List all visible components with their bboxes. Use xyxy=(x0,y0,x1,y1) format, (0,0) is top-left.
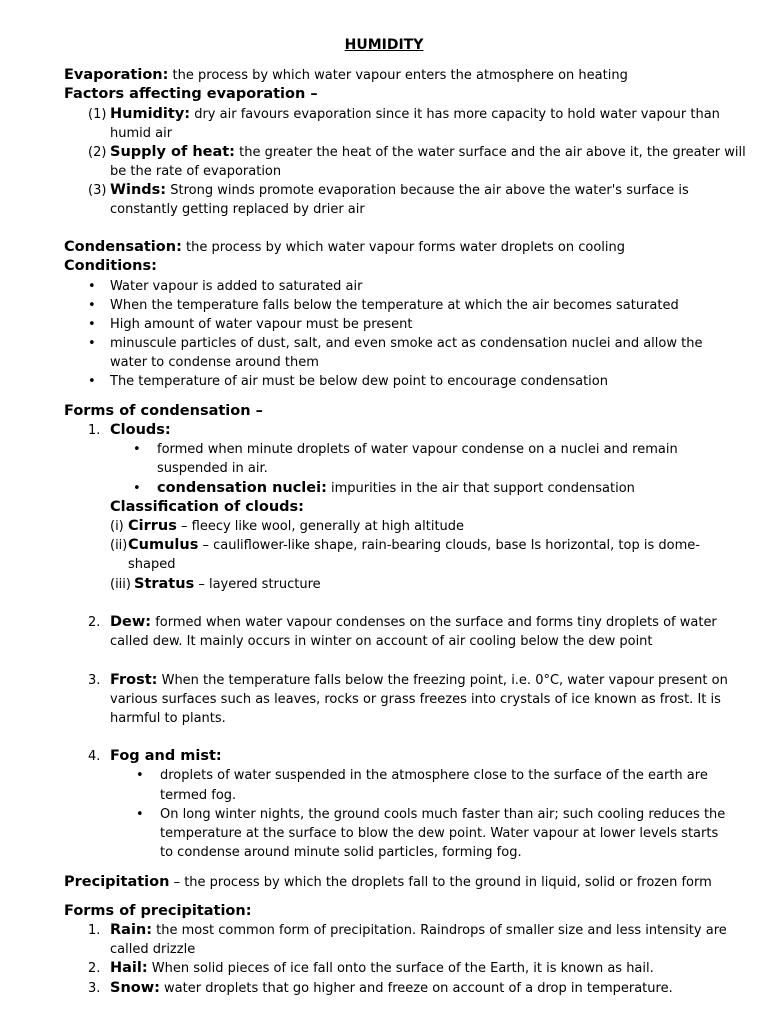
frost-definition: Frost: When the temperature falls below the freezing point, i.e. 0°C, water vapour present on xyxy=(110,672,728,688)
bullet-icon: • xyxy=(88,279,96,294)
condition-item: When the temperature falls below the temperature at which the air becomes saturated xyxy=(110,298,679,313)
list-number: 1. xyxy=(88,923,101,938)
rain-definition: Rain: the most common form of precipitation. Raindrops of smaller size and less intensity are xyxy=(110,922,727,938)
factor-humidity-cont: humid air xyxy=(110,126,173,141)
bullet-icon: • xyxy=(136,768,144,783)
list-number: 2. xyxy=(88,961,101,976)
fog-bullet-cont: termed fog. xyxy=(160,788,237,803)
list-number: 2. xyxy=(88,615,101,630)
bullet-icon: • xyxy=(88,336,96,351)
fog-bullet: On long winter nights, the ground cools much faster than air; such cooling reduces the xyxy=(160,807,726,822)
bullet-icon: • xyxy=(88,298,96,313)
frost-definition-cont: various surfaces such as leaves, rocks or grass freezes into crystals of ice known as frost. It is xyxy=(110,692,721,707)
clouds-heading: Clouds: xyxy=(110,422,171,438)
conditions-heading: Conditions: xyxy=(64,258,157,274)
cloud-type-cirrus: Cirrus – fleecy like wool, generally at high altitude xyxy=(128,518,465,534)
cloud-type-number: (i) xyxy=(110,519,124,534)
factor-number: (2) xyxy=(88,145,107,160)
factor-heat-cont: be the rate of evaporation xyxy=(110,164,282,179)
list-number: 1. xyxy=(88,423,101,438)
fog-bullet: droplets of water suspended in the atmosphere close to the surface of the earth are xyxy=(160,768,708,783)
rain-definition-cont: called drizzle xyxy=(110,942,196,957)
condition-item: The temperature of air must be below dew point to encourage condensation xyxy=(110,374,608,389)
fog-bullet-cont: temperature at the surface to blow the dew point. Water vapour at lower levels starts xyxy=(160,826,719,841)
condition-item: High amount of water vapour must be present xyxy=(110,317,413,332)
factor-number: (1) xyxy=(88,107,107,122)
condition-item-cont: water to condense around them xyxy=(110,355,319,370)
evaporation-definition: Evaporation: the process by which water vapour enters the atmosphere on heating xyxy=(64,67,628,83)
dew-definition-cont: called dew. It mainly occurs in winter on account of air cooling below the dew point xyxy=(110,634,653,649)
clouds-bullet-cont: suspended in air. xyxy=(157,461,268,476)
bullet-icon: • xyxy=(133,481,141,496)
cloud-type-number: (iii) xyxy=(110,577,131,592)
bullet-icon: • xyxy=(88,374,96,389)
factor-heat: Supply of heat: the greater the heat of the water surface and the air above it, the greater will xyxy=(110,144,746,160)
list-number: 3. xyxy=(88,673,101,688)
clouds-bullet: formed when minute droplets of water vapour condense on a nuclei and remain xyxy=(157,442,678,457)
condition-item: minuscule particles of dust, salt, and even smoke act as condensation nuclei and allow the xyxy=(110,336,703,351)
cloud-type-stratus: Stratus – layered structure xyxy=(134,576,321,592)
frost-definition-cont: harmful to plants. xyxy=(110,711,226,726)
factor-winds-cont: constantly getting replaced by drier air xyxy=(110,202,365,217)
fog-bullet-cont: to condense around minute solid particles, forming fog. xyxy=(160,845,522,860)
cloud-type-cumulus-cont: shaped xyxy=(128,557,176,572)
factor-winds: Winds: Strong winds promote evaporation because the air above the water's surface is xyxy=(110,182,689,198)
bullet-icon: • xyxy=(88,317,96,332)
dew-definition: Dew: formed when water vapour condenses on the surface and forms tiny droplets of water xyxy=(110,614,717,630)
bullet-icon: • xyxy=(133,442,141,457)
factor-humidity: Humidity: dry air favours evaporation since it has more capacity to hold water vapour than xyxy=(110,106,720,122)
condensation-definition: Condensation: the process by which water vapour forms water droplets on cooling xyxy=(64,239,626,255)
list-number: 4. xyxy=(88,749,101,764)
precipitation-forms-heading: Forms of precipitation: xyxy=(64,903,252,919)
cloud-type-number: (ii) xyxy=(110,538,128,553)
page-title: HUMIDITY xyxy=(344,37,424,53)
list-number: 3. xyxy=(88,981,101,996)
factor-number: (3) xyxy=(88,183,107,198)
forms-condensation-heading: Forms of condensation – xyxy=(64,403,263,419)
bullet-icon: • xyxy=(136,807,144,822)
precipitation-definition: Precipitation – the process by which the droplets fall to the ground in liquid, solid or frozen form xyxy=(64,874,712,890)
fog-heading: Fog and mist: xyxy=(110,748,222,764)
hail-definition: Hail: When solid pieces of ice fall onto the surface of the Earth, it is known as hail. xyxy=(110,960,654,976)
condition-item: Water vapour is added to saturated air xyxy=(110,279,363,294)
condensation-nuclei-bullet: condensation nuclei: impurities in the air that support condensation xyxy=(157,480,635,496)
factors-heading: Factors affecting evaporation – xyxy=(64,86,318,102)
cloud-type-cumulus: Cumulus – cauliflower-like shape, rain-bearing clouds, base Is horizontal, top is dome- xyxy=(128,537,700,553)
classification-heading: Classification of clouds: xyxy=(110,499,304,515)
snow-definition: Snow: water droplets that go higher and freeze on account of a drop in temperature. xyxy=(110,980,673,996)
